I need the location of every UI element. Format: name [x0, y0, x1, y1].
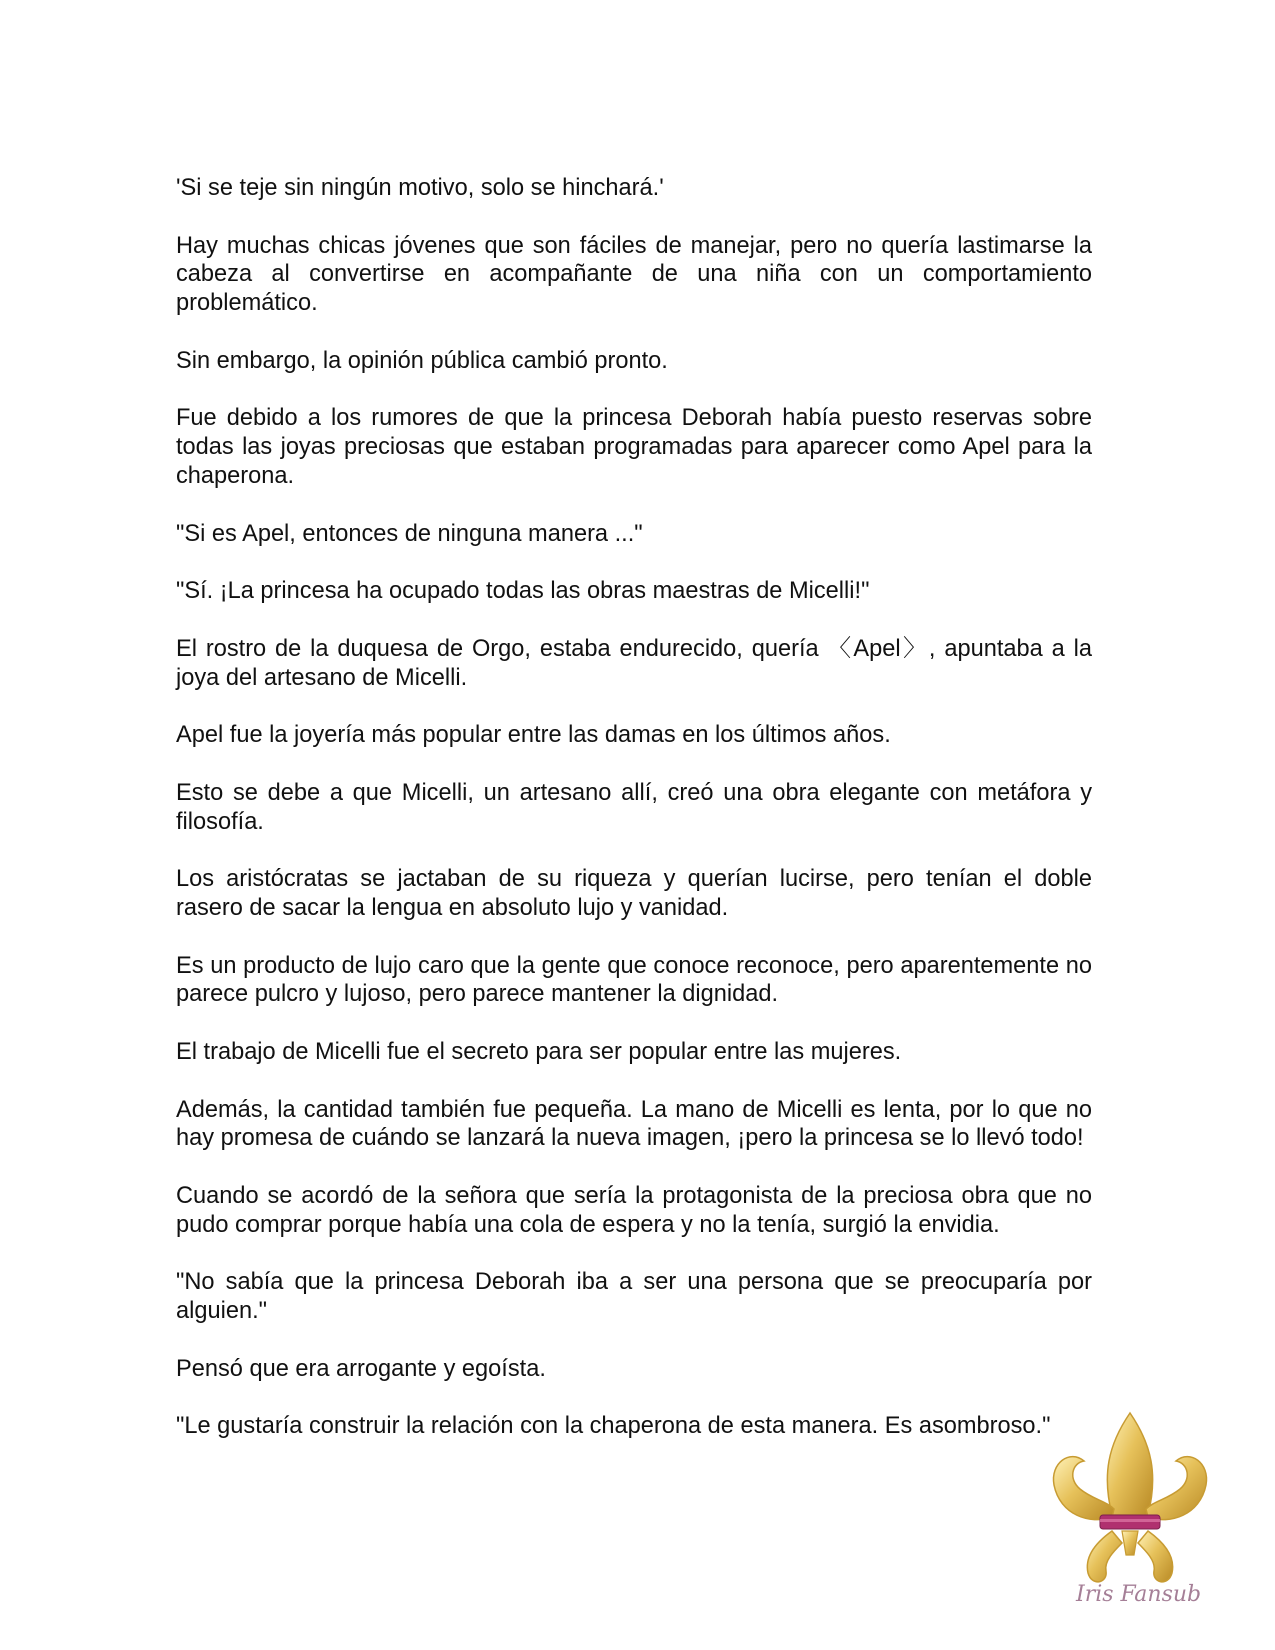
paragraph: Cuando se acordó de la señora que sería la protagonista de la preciosa obra que no pudo comprar porque había una cola de espera y no la tenía, surgió la envidia.	[176, 1182, 1092, 1238]
paragraph: Fue debido a los rumores de que la princesa Deborah había puesto reservas sobre todas las joyas preciosas que estaban programadas para aparecer como Apel para la chaperona.	[176, 405, 1092, 489]
paragraph: Pensó que era arrogante y egoísta.	[176, 1355, 546, 1382]
paragraph: Sin embargo, la opinión pública cambió pronto.	[176, 347, 668, 374]
paragraph: "Si es Apel, entonces de ninguna manera ..."	[176, 520, 643, 547]
paragraph: "Sí. ¡La princesa ha ocupado todas las obras maestras de Micelli!"	[176, 578, 870, 605]
paragraph: Hay muchas chicas jóvenes que son fáciles de manejar, pero no quería lastimarse la cabeza al convertirse en acompañante de una niña con un comportamiento problemático.	[176, 232, 1092, 317]
paragraph: El trabajo de Micelli fue el secreto para ser popular entre las mujeres.	[176, 1038, 902, 1065]
paragraph: El rostro de la duquesa de Orgo, estaba endurecido, quería 〈Apel〉, apuntaba a la joya del artesano de Micelli.	[176, 635, 1092, 691]
document-body	[176, 174, 1092, 1470]
paragraph: Los aristócratas se jactaban de su riqueza y querían lucirse, pero tenían el doble rasero de sacar la lengua en absoluto lujo y vanidad.	[176, 866, 1092, 921]
paragraph: "Le gustaría construir la relación con la chaperona de esta manera. Es asombroso."	[176, 1413, 1051, 1440]
paragraph: Esto se debe a que Micelli, un artesano allí, creó una obra elegante con metáfora y filosofía.	[176, 779, 1092, 835]
paragraph: Es un producto de lujo caro que la gente que conoce reconoce, pero aparentemente no parece pulcro y lujoso, pero parece mantener la dignidad.	[176, 952, 1092, 1008]
paragraph: Apel fue la joyería más popular entre las damas en los últimos años.	[176, 722, 891, 749]
watermark-caption: Iris Fansub	[1076, 1582, 1202, 1607]
paragraph: Además, la cantidad también fue pequeña. La mano de Micelli es lenta, por lo que no hay promesa de cuándo se lanzará la nueva imagen, ¡pero la princesa se lo llevó todo!	[176, 1096, 1092, 1152]
paragraph: "No sabía que la princesa Deborah iba a ser una persona que se preocuparía por alguien."	[176, 1269, 1092, 1325]
paragraph: 'Si se teje sin ningún motivo, solo se hinchará.'	[176, 175, 664, 201]
